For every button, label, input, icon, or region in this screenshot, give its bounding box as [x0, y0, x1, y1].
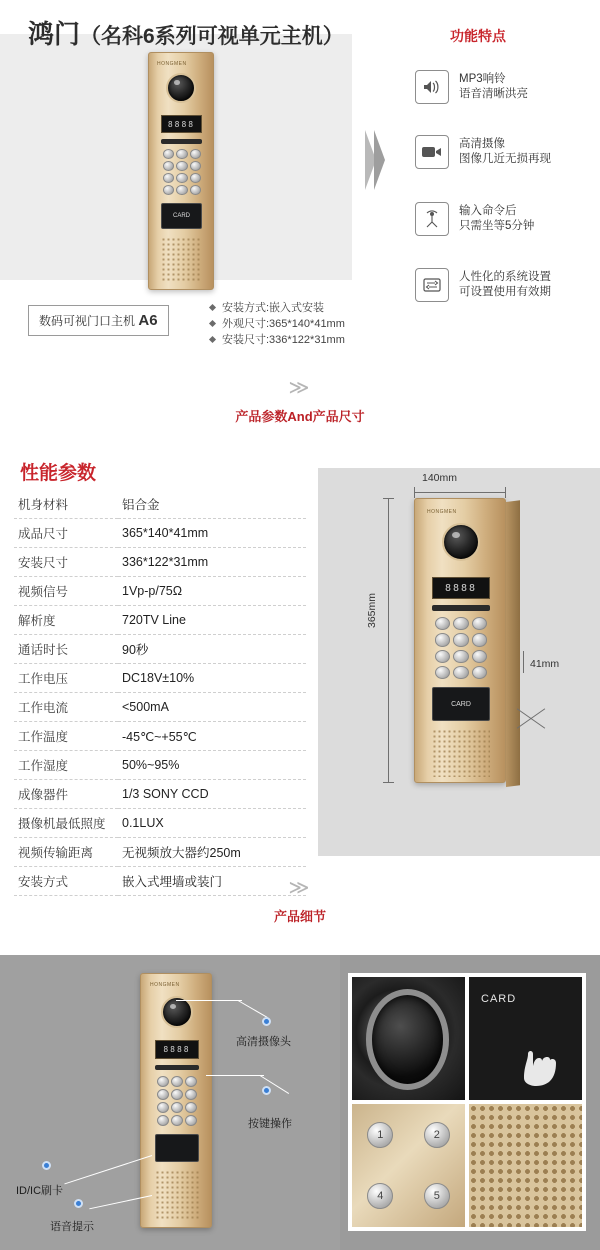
photo-camera-closeup [352, 977, 465, 1100]
product-name-text: 数码可视门口主机 [39, 314, 136, 328]
spec-value: <500mA [118, 693, 306, 722]
arrow-right-icon [365, 130, 389, 190]
spec-key: 机身材料 [14, 490, 118, 519]
key-5[interactable] [171, 1089, 183, 1100]
key-7[interactable] [157, 1102, 169, 1113]
speaker-grille [161, 237, 202, 281]
spec-value: 336*122*31mm [118, 548, 306, 577]
width-tick-right [505, 487, 506, 498]
spec-value: 无视频放大器约250m [118, 838, 306, 867]
display-value: 8888 [167, 119, 196, 129]
spec-value: -45℃~+55℃ [118, 722, 306, 751]
spec-value: 50%~95% [118, 751, 306, 780]
spec-value: 铝合金 [118, 490, 306, 519]
feature-line-1: MP3响铃 [459, 73, 506, 85]
device-logo: HONGMEN [150, 982, 180, 988]
key-hash[interactable] [185, 1115, 197, 1126]
settings-icon [415, 268, 449, 302]
key-star[interactable] [157, 1115, 169, 1126]
callout-label-camera: 高清摄像头 [236, 1036, 291, 1048]
spec-value: 1Vp-p/75Ω [118, 577, 306, 606]
table-row [14, 751, 306, 780]
table-row [14, 664, 306, 693]
keypad[interactable] [435, 617, 487, 679]
key-2[interactable] [171, 1076, 183, 1087]
signal-icon [415, 202, 449, 236]
speaker-slot [161, 139, 202, 144]
dimension-illustration [318, 468, 600, 856]
key-1[interactable] [163, 149, 174, 159]
table-row [14, 635, 306, 664]
table-row [14, 722, 306, 751]
callout-label-voice: 语音提示 [50, 1221, 94, 1233]
spec-section [0, 377, 600, 940]
key-4[interactable] [163, 161, 174, 171]
keypad[interactable] [157, 1076, 197, 1126]
camera-icon [442, 523, 480, 561]
key-7[interactable] [163, 173, 174, 183]
chevron-down-icon: ≫ [288, 877, 312, 899]
photo-card-reader-closeup [469, 977, 582, 1100]
detail-photo-grid [348, 973, 586, 1231]
card-reader[interactable] [155, 1134, 199, 1162]
feature-text-2 [459, 137, 551, 167]
key-hash[interactable] [190, 185, 201, 195]
divider-2 [0, 877, 600, 925]
key-star[interactable] [163, 185, 174, 195]
key-9[interactable] [190, 173, 201, 183]
spec-value: 90秒 [118, 635, 306, 664]
section-caption-2: 产品细节 [273, 909, 326, 924]
speaker-grille [155, 1170, 199, 1220]
spec-key: 视频信号 [14, 577, 118, 606]
card-reader[interactable] [161, 203, 202, 229]
feature-line-1: 人性化的系统设置 [459, 271, 551, 283]
spec-value: 365*140*41mm [118, 519, 306, 548]
speaker-slot [432, 605, 490, 611]
table-row [14, 548, 306, 577]
photo-key: 1 [367, 1122, 393, 1148]
photo-key: 5 [424, 1183, 450, 1209]
key-9[interactable] [185, 1102, 197, 1113]
spec-key: 通话时长 [14, 635, 118, 664]
product-series: （名科6系列可视单元主机） [80, 25, 344, 48]
feature-line-2: 可设置使用有效期 [459, 286, 551, 298]
key-0[interactable] [176, 185, 187, 195]
spec-key: 成像器件 [14, 780, 118, 809]
table-row [14, 490, 306, 519]
callout-line-1 [176, 1000, 242, 1001]
photo-keypad-closeup [352, 1104, 465, 1227]
key-0[interactable] [453, 666, 468, 679]
speaker-slot [155, 1065, 199, 1070]
spec-key: 解析度 [14, 606, 118, 635]
dimension-width-label: 140mm [422, 472, 458, 484]
feature-item-1 [415, 70, 528, 104]
camera-lens-ring [366, 989, 450, 1090]
page-title [28, 14, 344, 51]
key-star[interactable] [435, 666, 450, 679]
camera-icon [166, 73, 196, 103]
display-value: 8888 [444, 582, 478, 594]
spec-key: 安装尺寸 [14, 548, 118, 577]
feature-item-2 [415, 135, 551, 169]
card-reader[interactable] [432, 687, 490, 721]
key-8[interactable] [171, 1102, 183, 1113]
display-screen [161, 115, 202, 133]
photo-key: 4 [367, 1183, 393, 1209]
spec-value: 1/3 SONY CCD [118, 780, 306, 809]
spec-key: 视频传输距离 [14, 838, 118, 867]
detail-section [0, 955, 600, 1250]
height-tick-bottom [383, 782, 394, 783]
hero-spec-item: 外观尺寸:365*140*41mm [210, 316, 345, 332]
feature-line-2: 图像几近无损再现 [459, 153, 551, 165]
spec-value: 0.1LUX [118, 809, 306, 838]
callout-label-keypad: 按键操作 [248, 1118, 292, 1130]
key-8[interactable] [453, 650, 468, 663]
hero-spec-item: 安装方式:嵌入式安装 [210, 300, 345, 316]
camera-icon [415, 135, 449, 169]
key-6[interactable] [472, 633, 487, 646]
feature-line-2: 只需坐等5分钟 [459, 220, 535, 232]
photo-card-label: CARD [481, 993, 517, 1005]
feature-line-1: 输入命令后 [459, 205, 517, 217]
chevron-down-icon: ≫ [288, 377, 312, 399]
key-2[interactable] [453, 617, 468, 630]
height-tick-top [383, 498, 394, 499]
table-row [14, 606, 306, 635]
feature-line-1: 高清摄像 [459, 138, 505, 150]
display-screen [432, 577, 490, 599]
key-1[interactable] [435, 617, 450, 630]
key-3[interactable] [185, 1076, 197, 1087]
table-row [14, 780, 306, 809]
display-screen [155, 1040, 199, 1059]
hero-spec-list [210, 300, 345, 348]
dimension-height-label: 365mm [366, 592, 378, 628]
key-0[interactable] [171, 1115, 183, 1126]
table-row [14, 519, 306, 548]
table-row [14, 838, 306, 867]
device-side-profile [506, 500, 520, 787]
spec-title: 性能参数 [20, 463, 97, 484]
feature-text-4 [459, 270, 551, 300]
card-reader-label: CARD [172, 213, 190, 219]
callout-dot-4 [74, 1199, 83, 1208]
key-8[interactable] [176, 173, 187, 183]
feature-text-3 [459, 204, 534, 234]
card-reader-label: CARD [451, 700, 471, 708]
device-logo: HONGMEN [427, 509, 457, 515]
spec-key: 工作电流 [14, 693, 118, 722]
spec-value: DC18V±10% [118, 664, 306, 693]
brand-name: 鸿门 [28, 19, 81, 49]
feature-line-2: 语音清晰洪亮 [459, 88, 528, 100]
spec-value: 嵌入式埋墙或装门 [118, 867, 306, 896]
spec-value: 720TV Line [118, 606, 306, 635]
key-5[interactable] [453, 633, 468, 646]
key-3[interactable] [190, 149, 201, 159]
callout-dot-1 [262, 1017, 271, 1026]
feature-text-1 [459, 72, 528, 102]
door-station-device-dimension [414, 498, 506, 783]
spec-key: 安装方式 [14, 867, 118, 896]
key-6[interactable] [185, 1089, 197, 1100]
key-6[interactable] [190, 161, 201, 171]
hero-spec-item: 安装尺寸:336*122*31mm [210, 332, 345, 348]
speaker-icon [415, 70, 449, 104]
speaker-grille [432, 729, 490, 777]
width-measure-line [414, 492, 506, 493]
key-5[interactable] [176, 161, 187, 171]
callout-dot-3 [42, 1161, 51, 1170]
key-9[interactable] [472, 650, 487, 663]
feature-item-4 [415, 268, 551, 302]
keypad[interactable] [163, 149, 201, 195]
table-row [14, 809, 306, 838]
photo-speaker-grille-closeup [469, 1104, 582, 1227]
product-model: A6 [138, 312, 158, 329]
table-row [14, 693, 306, 722]
key-7[interactable] [435, 650, 450, 663]
callout-line-2 [206, 1075, 264, 1076]
spec-key: 成品尺寸 [14, 519, 118, 548]
key-1[interactable] [157, 1076, 169, 1087]
key-4[interactable] [157, 1089, 169, 1100]
width-tick-left [414, 487, 415, 498]
features-title: 功能特点 [450, 28, 506, 44]
key-2[interactable] [176, 149, 187, 159]
spec-key: 工作温度 [14, 722, 118, 751]
table-row [14, 577, 306, 606]
callout-dot-2 [262, 1086, 271, 1095]
section-caption-1: 产品参数And产品尺寸 [235, 409, 365, 424]
product-name-badge [28, 305, 169, 336]
dimension-depth-label: 41mm [530, 658, 560, 670]
key-4[interactable] [435, 633, 450, 646]
height-measure-line [388, 498, 389, 783]
spec-key: 工作电压 [14, 664, 118, 693]
depth-measure-line [523, 651, 524, 673]
spec-key: 工作湿度 [14, 751, 118, 780]
key-hash[interactable] [472, 666, 487, 679]
device-logo: HONGMEN [157, 61, 187, 67]
callout-label-card: ID/IC刷卡 [16, 1185, 64, 1197]
door-station-device-detail [140, 973, 212, 1228]
display-value: 8888 [163, 1045, 191, 1054]
door-station-device-hero [148, 52, 214, 290]
key-3[interactable] [472, 617, 487, 630]
hero-section [0, 0, 600, 370]
spec-table [14, 490, 306, 896]
photo-key: 2 [424, 1122, 450, 1148]
spec-key: 摄像机最低照度 [14, 809, 118, 838]
feature-item-3 [415, 202, 534, 236]
